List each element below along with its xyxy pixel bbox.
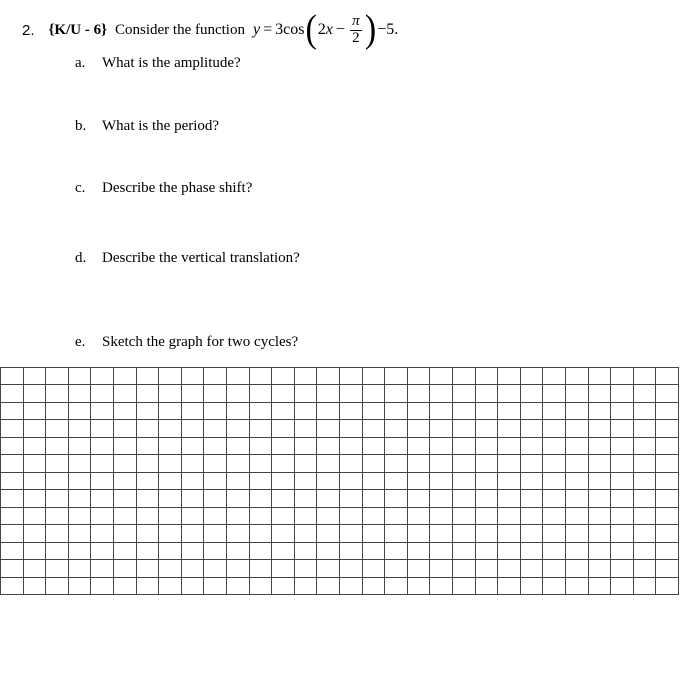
question-code: {K/U - 6} [48,21,107,38]
fraction-numerator: π [352,12,360,29]
subquestion-e [75,334,298,351]
subquestion-text: Describe the phase shift? [102,180,253,196]
subquestion-text: Sketch the graph for two cycles? [102,334,299,350]
subquestion-letter: e. [75,334,86,350]
subquestion-letter: d. [75,250,87,266]
equation-minus: − [335,21,345,38]
grid-svg [0,367,679,595]
subquestion-letter: a. [75,55,86,71]
subquestion-text: What is the period? [102,118,220,134]
question-header [22,8,398,52]
equation-shift: −5 [377,21,395,38]
subquestion-c [75,180,252,197]
subquestion-b [75,118,219,135]
question-number: 2. [22,21,35,39]
subquestion-d [75,250,300,267]
subquestion-text: Describe the vertical translation? [102,250,300,266]
function-equation [252,8,399,51]
subquestion-text: What is the amplitude? [102,55,241,71]
graph-paper-grid[interactable] [0,367,679,595]
equation-inner-coef: 2 [317,21,326,38]
equation-end: . [394,21,399,38]
subquestion-letter: c. [75,180,86,196]
question-intro: Consider the function [115,21,245,38]
equation-equals: = [263,21,273,38]
pi-over-two-fraction [350,14,362,47]
left-paren-glyph: ( [305,8,317,51]
equation-coefficient: 3cos [275,21,305,38]
subquestion-letter: b. [75,118,87,134]
subquestion-a [75,55,241,72]
right-paren-glyph: ) [364,8,377,51]
equation-lhs: y [252,21,261,38]
fraction-denominator: 2 [352,29,360,46]
equation-inner-var: x [325,21,333,38]
